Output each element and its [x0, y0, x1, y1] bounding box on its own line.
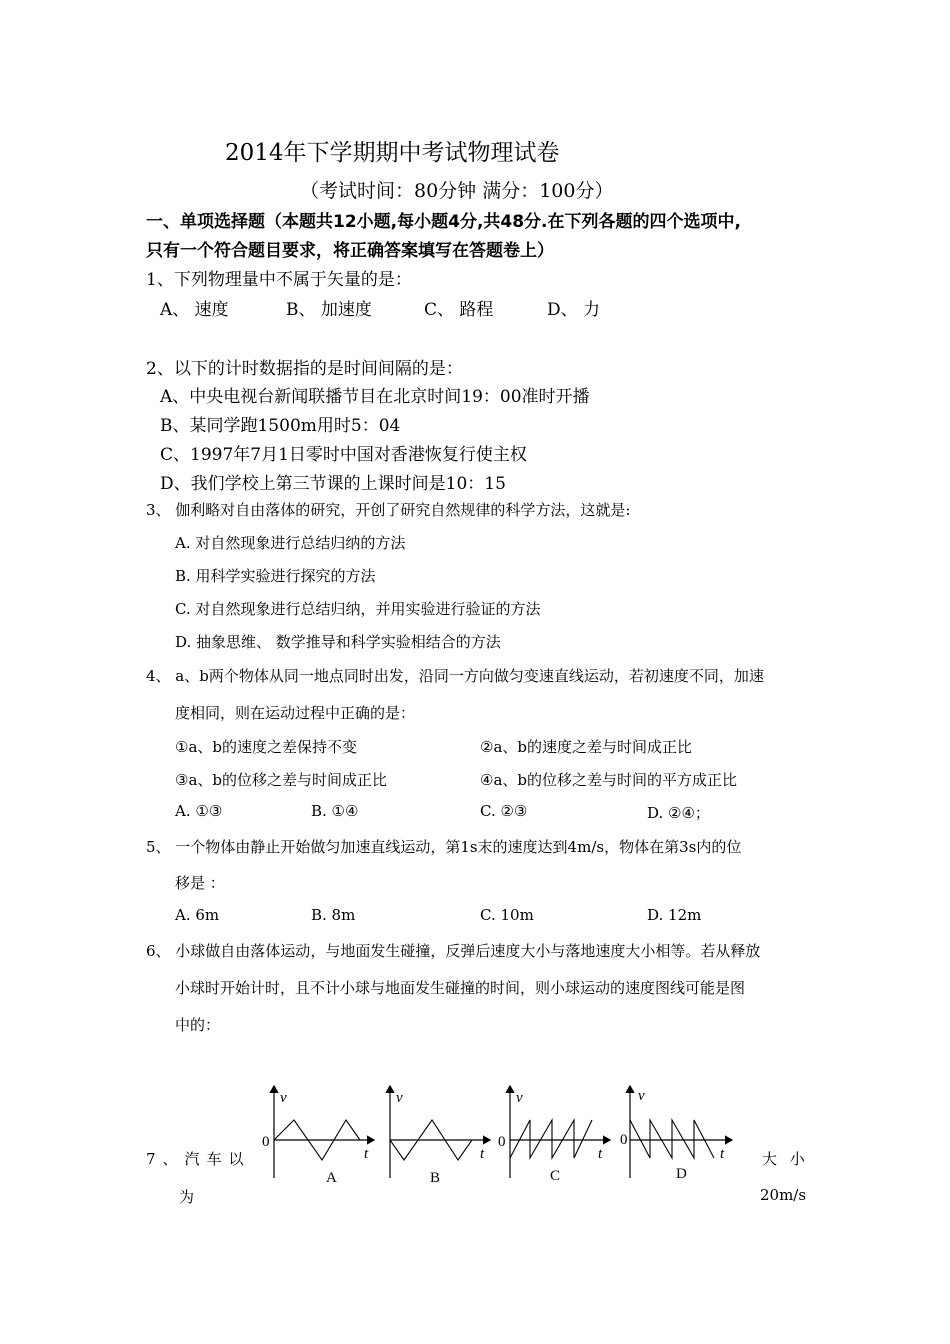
q5-option-a: A. 6m: [175, 906, 220, 924]
q3-option-c: C. 对自然现象进行总结归纳，并用实验进行验证的方法: [175, 600, 541, 618]
q2-option-d: D、我们学校上第三节课的上课时间是10：15: [160, 474, 506, 494]
q4-statement-3: ③a、b的位移之差与时间成正比: [175, 771, 387, 789]
graph-d-origin: 0: [620, 1132, 628, 1148]
q4-statement-4: ④a、b的位移之差与时间的平方成正比: [480, 771, 737, 789]
graph-b: [390, 1086, 490, 1186]
q1-option-c: C、 路程: [424, 300, 494, 320]
graph-a-label: A: [326, 1170, 337, 1186]
q3-option-a: A. 对自然现象进行总结归纳的方法: [175, 534, 406, 552]
graph-c-t-label: t: [598, 1146, 603, 1162]
question-7-right-line1: 大 小: [762, 1150, 809, 1168]
question-7-right-line2: 20m/s: [760, 1186, 807, 1204]
question-5-stem-line2: 移是 ：: [175, 874, 225, 892]
question-7-left-line1: 7、汽车以: [146, 1150, 251, 1168]
velocity-graphs: [240, 1078, 760, 1188]
graph-c-origin: 0: [498, 1134, 506, 1150]
q1-option-a: A、 速度: [160, 300, 229, 320]
graph-a-origin: 0: [262, 1134, 270, 1150]
graph-c-v-label: v: [516, 1090, 523, 1106]
q4-option-c: C. ②③: [480, 802, 528, 820]
q2-option-b: B、某同学跑1500m用时5：04: [160, 416, 401, 436]
graph-b-label: B: [430, 1170, 441, 1186]
exam-info: （考试时间：80分钟 满分：100分）: [300, 180, 614, 202]
q5-option-c: C. 10m: [480, 906, 534, 924]
section-heading-line2: 只有一个符合题目要求，将正确答案填写在答题卷上）: [146, 241, 554, 261]
graph-d-t-label: t: [720, 1146, 725, 1162]
question-6-stem-line2: 小球时开始计时，且不计小球与地面发生碰撞的时间，则小球运动的速度图线可能是图: [175, 979, 746, 997]
q4-statement-1: ①a、b的速度之差保持不变: [175, 738, 357, 756]
question-7-left-line2: 为: [179, 1188, 195, 1206]
page-title: 2014年下学期期中考试物理试卷: [225, 140, 560, 166]
question-3-stem: 3、 伽利略对自由落体的研究，开创了研究自然规律的科学方法，这就是:: [146, 501, 631, 519]
graph-a-t-label: t: [364, 1146, 369, 1162]
q4-option-a: A. ①③: [175, 802, 223, 820]
section-heading-line1: 一、单项选择题（本题共12小题,每小题4分,共48分.在下列各题的四个选项中,: [146, 212, 741, 232]
question-5-stem-line1: 5、 一个物体由静止开始做匀加速直线运动，第1s末的速度达到4m/s，物体在第3s内的位: [146, 838, 742, 856]
graph-d-curve: [630, 1120, 714, 1158]
graph-c-label: C: [550, 1168, 561, 1184]
q1-option-b: B、 加速度: [286, 300, 372, 320]
graph-c: [498, 1086, 610, 1184]
graph-b-t-label: t: [480, 1146, 485, 1162]
q5-option-b: B. 8m: [311, 906, 356, 924]
q4-option-d: D. ②④；: [647, 804, 710, 822]
q5-option-d: D. 12m: [647, 906, 702, 924]
question-6-stem-line3: 中的：: [175, 1016, 221, 1034]
q3-option-b: B. 用科学实验进行探究的方法: [175, 567, 376, 585]
q3-option-d: D. 抽象思维、 数学推导和科学实验相结合的方法: [175, 633, 501, 651]
graph-a-v-label: v: [280, 1090, 287, 1106]
graph-d: [620, 1086, 732, 1182]
graph-d-v-label: v: [638, 1088, 645, 1104]
q4-statement-2: ②a、b的速度之差与时间成正比: [480, 738, 692, 756]
q2-option-a: A、中央电视台新闻联播节目在北京时间19：00准时开播: [160, 387, 590, 407]
graph-c-curve: [510, 1120, 592, 1158]
question-2-stem: 2、以下的计时数据指的是时间间隔的是：: [146, 359, 463, 379]
question-4-stem-line1: 4、 a、b两个物体从同一地点同时出发，沿同一方向做匀变速直线运动，若初速度不同，加速: [146, 667, 764, 685]
graph-b-v-label: v: [396, 1090, 403, 1106]
question-6-stem-line1: 6、 小球做自由落体运动，与地面发生碰撞，反弹后速度大小与落地速度大小相等。若从释放: [146, 942, 761, 960]
graph-d-label: D: [676, 1166, 687, 1182]
question-1-stem: 1、下列物理量中不属于矢量的是：: [146, 270, 412, 290]
q2-option-c: C、1997年7月1日零时中国对香港恢复行使主权: [160, 445, 527, 465]
q1-option-d: D、 力: [547, 300, 601, 320]
graph-a: [262, 1086, 374, 1186]
q4-option-b: B. ①④: [311, 802, 359, 820]
question-4-stem-line2: 度相同，则在运动过程中正确的是：: [175, 704, 416, 722]
